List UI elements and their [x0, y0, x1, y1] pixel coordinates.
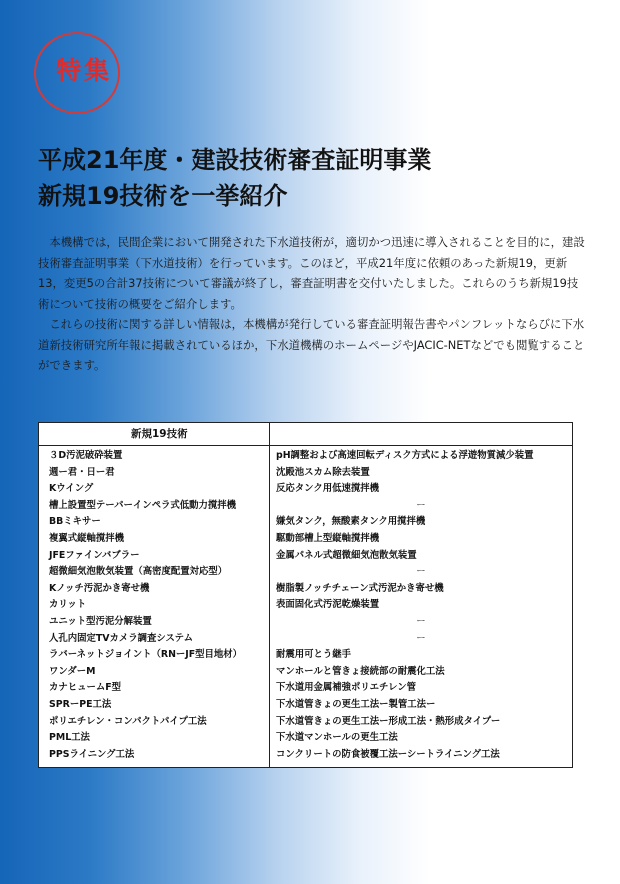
table-body	[39, 446, 572, 767]
technology-description-cell: 沈殿池スカム除去装置	[276, 466, 370, 478]
technology-description-cell: 嫌気タンク，無酸素タンク用撹拌機	[276, 516, 426, 528]
technology-name-cell: 複翼式縦軸撹拌機	[49, 532, 125, 544]
technology-description-cell: ー	[416, 566, 426, 578]
technology-name-cell: カリット	[49, 599, 87, 611]
technology-name-cell: カナヒュームF型	[49, 682, 122, 694]
technology-name-cell: ３D汚泥破砕装置	[49, 450, 123, 461]
technology-name-cell: Kノッチ汚泥かき寄せ機	[49, 582, 150, 594]
technology-description-cell: 下水道マンホールの更生工法	[276, 732, 398, 744]
table-header-left: 新規19技術	[39, 423, 270, 445]
technology-name-cell: 人孔内固定TVカメラ調査システム	[49, 632, 193, 644]
intro-paragraph-1: 本機構では，民間企業において開発された下水道技術が，適切かつ迅速に導入されることを目的に，建設技術審査証明事業（下水道技術）を行っています。このほど，平成21年度に依頼のあった新規19，更新13，変更5の合計37技術について審議が終了し，審査証明書を交付いたしました。これらのうち新規19技術について技術の概要をご紹介します。	[38, 235, 585, 311]
technology-name-cell: PML工法	[49, 732, 90, 744]
technology-description-cell: ー	[416, 615, 426, 627]
technology-name-cell: ワンダーM	[49, 665, 96, 677]
technology-name-cell: 超微細気泡散気装置（高密度配置対応型）	[49, 566, 228, 578]
table-header	[39, 423, 572, 446]
technology-description-cell: 耐震用可とう継手	[276, 649, 352, 661]
page-title	[38, 142, 598, 214]
technology-description-cell: ー	[416, 499, 426, 511]
intro-text	[38, 232, 586, 376]
technology-name-column	[39, 446, 270, 767]
technology-name-cell: SPRーPE工法	[49, 698, 112, 710]
technology-name-cell: Kウイング	[49, 483, 94, 495]
page-title-line1: 平成21年度・建設技術審査証明事業	[38, 146, 432, 174]
technology-description-cell: コンクリートの防食被覆工法ーシートライニング工法	[276, 748, 500, 760]
technology-name-cell: BBミキサー	[49, 516, 101, 528]
technology-name-cell: 週ー君・日ー君	[49, 466, 115, 478]
technology-description-cell: 表面固化式汚泥乾燥装置	[276, 599, 380, 611]
technology-name-cell: PPSライニング工法	[49, 748, 135, 760]
technology-table	[38, 422, 573, 768]
feature-badge-label: 特集	[55, 56, 112, 85]
technology-description-cell: 反応タンク用低速撹拌機	[276, 483, 379, 495]
technology-description-cell: 下水道管きょの更生工法ー製管工法ー	[276, 698, 436, 710]
technology-description-cell: ー	[416, 632, 426, 644]
page-title-line2: 新規19技術を一挙紹介	[38, 182, 288, 210]
intro-paragraph-2: これらの技術に関する詳しい情報は，本機構が発行している審査証明報告書やパンフレットならびに下水道新技術研究所年報に掲載されているほか，下水道機構のホームページやJACIC-NETなどでも閲覧することができます。	[38, 317, 585, 372]
technology-description-cell: 駆動部槽上型縦軸撹拌機	[276, 532, 380, 544]
technology-name-cell: ユニット型汚泥分解装置	[49, 615, 152, 627]
technology-description-cell: 下水道用金属補強ポリエチレン管	[276, 682, 417, 694]
technology-description-column	[270, 446, 572, 767]
table-header-right	[270, 423, 572, 445]
feature-badge	[34, 32, 120, 114]
technology-description-cell: マンホールと管きょ接続部の耐震化工法	[276, 665, 445, 677]
technology-description-cell: pH調整および高速回転ディスク方式による浮遊物質減少装置	[276, 450, 534, 461]
technology-name-cell: JFEファインバブラー	[49, 549, 140, 561]
technology-description-cell: 樹脂製ノッチチェーン式汚泥かき寄せ機	[276, 582, 444, 594]
technology-description-cell: 金属パネル式超微細気泡散気装置	[276, 549, 417, 561]
technology-name-cell: ポリエチレン・コンパクトパイプ工法	[49, 715, 207, 727]
technology-name-cell: 槽上設置型テーパーインペラ式低動力撹拌機	[49, 499, 237, 511]
technology-name-cell: ラバーネットジョイント（RNーJF型目地材）	[49, 649, 243, 661]
technology-description-cell: 下水道管きょの更生工法ー形成工法・熱形成タイプー	[276, 715, 501, 727]
